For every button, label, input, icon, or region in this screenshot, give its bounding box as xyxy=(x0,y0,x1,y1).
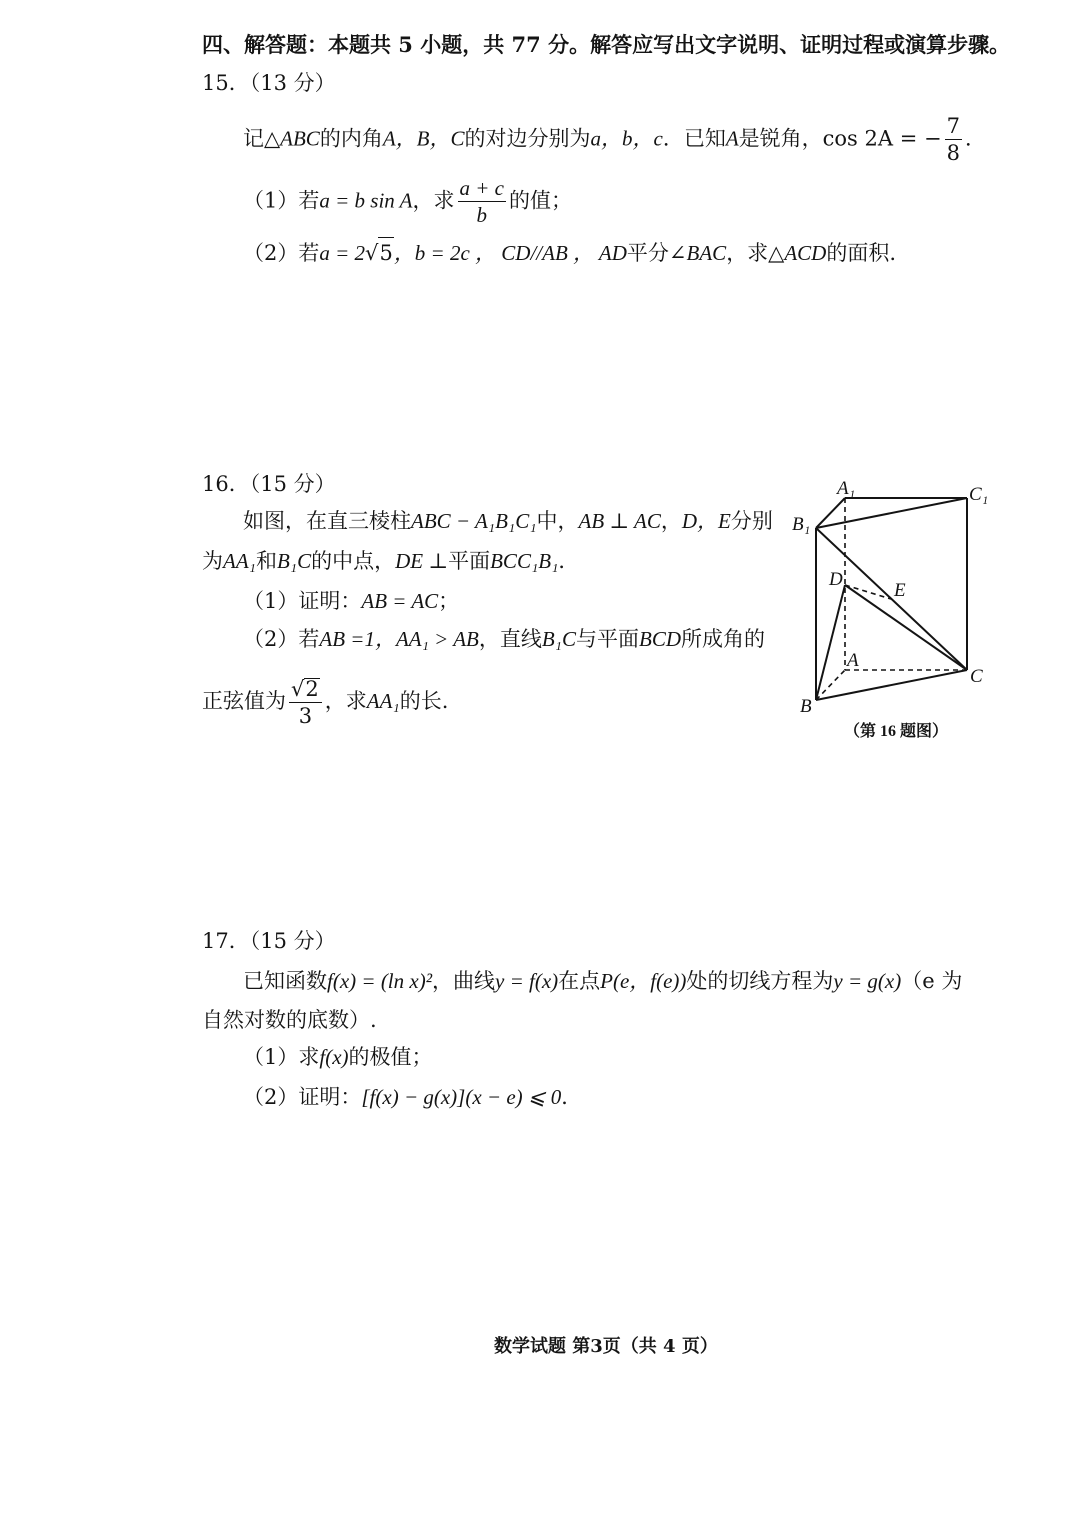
q17-number: 17．（15 分） xyxy=(202,929,336,953)
sqrt-symbol: √5 xyxy=(365,237,394,268)
q15-number: 15．（13 分） xyxy=(202,71,336,95)
q16-part2-cont: 正弦值为 $\frac{√2}{3}$ ，求AA₁的长. xyxy=(202,677,449,728)
q17-part2: （2）证明：[f(x) − g(x)](x − e) ⩽ 0． xyxy=(243,1085,583,1109)
q16-stem-line1: 如图，在直三棱柱ABC − A₁B₁C₁中，AB ⊥ AC，D，E分别 xyxy=(243,509,773,533)
q15-part2: （2）若a = 2√5，b = 2c ， CD//AB ， AD平分∠BAC，求△ACD的面积. xyxy=(243,237,896,268)
q15-ratio-fraction: $\frac{a + c}{b}$ xyxy=(459,176,505,227)
edge-b-c xyxy=(816,670,967,700)
label-a: A xyxy=(847,650,859,671)
figure-caption: （第 16 题图） xyxy=(844,723,949,740)
q15-stem: 记△ABC的内角A，B，C的对边分别为a，b，c．已知A是锐角，cos 2A = − $\frac{7}{8}$ ． xyxy=(243,114,986,165)
label-b: B xyxy=(800,696,812,717)
q16-stem-line2: 为AA₁和B₁C的中点，DE ⊥平面BCC₁B₁． xyxy=(202,549,580,573)
q16-number: 16．（15 分） xyxy=(202,472,336,496)
label-c: C xyxy=(970,666,983,687)
label-c1: C₁ xyxy=(969,484,989,505)
q17-stem-line2: 自然对数的底数）. xyxy=(202,1008,377,1032)
edge-b1-c1 xyxy=(816,498,967,528)
label-d: D xyxy=(829,569,843,590)
q16-part2: （2）若AB =1，AA₁ > AB，直线B₁C与平面BCD所成角的 xyxy=(243,627,765,651)
prism-figure xyxy=(780,470,1020,755)
edge-b-d xyxy=(816,585,845,700)
label-a1: A₁ xyxy=(837,478,856,499)
label-e: E xyxy=(894,580,906,601)
q15-cos-fraction: $\frac{7}{8}$ xyxy=(946,114,960,165)
section-header: 四、解答题：本题共 5 小题，共 77 分。解答应写出文字说明、证明过程或演算步骤。 xyxy=(202,32,1011,57)
q17-part1: （1）求f(x)的极值； xyxy=(243,1045,433,1069)
q16-sine-fraction: $\frac{√2}{3}$ xyxy=(289,678,322,727)
q16-part1: （1）证明：AB = AC； xyxy=(243,589,460,613)
q17-stem-line1: 已知函数f(x) = (ln x)²，曲线y = f(x)在点P(e，f(e))处的切线方程为y = g(x)（e 为 xyxy=(243,969,963,993)
q15-part1: （1）若a = b sin A，求 $\frac{a + c}{b}$ 的值； xyxy=(243,176,573,227)
edge-d-c xyxy=(845,585,967,670)
label-b1: B₁ xyxy=(792,514,811,535)
page-footer: 数学试题 第3页（共 4 页） xyxy=(494,1336,718,1357)
edge-b1-c xyxy=(816,528,967,670)
